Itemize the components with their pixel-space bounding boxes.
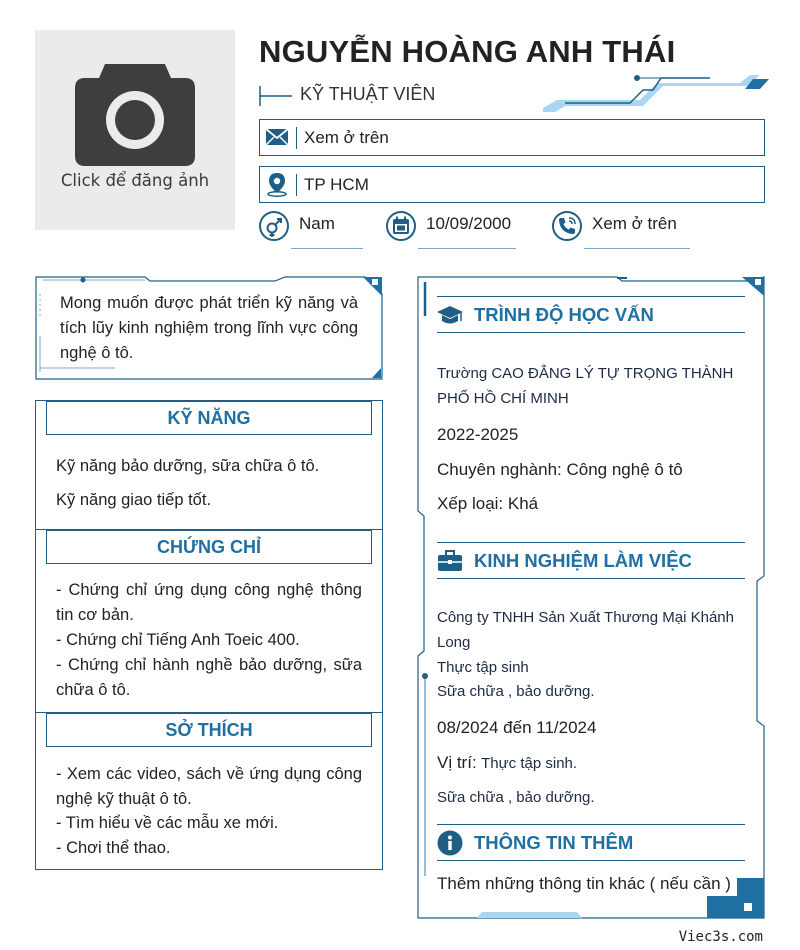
phone-value: Xem ở trên	[592, 214, 677, 233]
hobby-item: - Chơi thể thao.	[56, 839, 171, 857]
hobby-item: - Tìm hiểu về các mẫu xe mới.	[56, 814, 279, 832]
job-title: KỸ THUẬT VIÊN	[300, 84, 436, 104]
experience-role: Thực tập sinh	[437, 659, 529, 676]
position-label: Vị trí:	[437, 753, 477, 772]
extra-text: Thêm những thông tin khác ( nếu cần )	[437, 874, 731, 893]
email-separator	[296, 127, 297, 149]
phone-icon	[552, 211, 582, 241]
education-years: 2022-2025	[437, 425, 519, 444]
skills-heading: KỸ NĂNG	[46, 401, 372, 435]
gender-underline	[291, 248, 363, 249]
objective-box	[35, 276, 383, 380]
photo-caption: Click để đăng ảnh	[60, 171, 210, 190]
education-heading	[437, 296, 745, 333]
email-field[interactable]	[259, 119, 765, 156]
title-marker-icon	[259, 86, 293, 106]
header-decoration	[535, 70, 770, 115]
envelope-icon	[264, 124, 290, 150]
extra-title: THÔNG TIN THÊM	[474, 832, 634, 853]
experience-heading	[437, 542, 745, 579]
hobbies-heading: SỞ THÍCH	[46, 713, 372, 747]
certificate-item: - Chứng chỉ ứng dụng công nghệ thông tin cơ bản.	[56, 581, 362, 624]
left-column	[35, 400, 383, 870]
skill-item: Kỹ năng bảo dưỡng, sữa chữa ô tô.	[56, 457, 320, 475]
education-title: TRÌNH ĐỘ HỌC VẤN	[474, 304, 654, 325]
camera-icon	[75, 60, 195, 166]
address-field[interactable]	[259, 166, 765, 203]
calendar-icon	[386, 211, 416, 241]
location-pin-icon	[264, 171, 290, 197]
gender-icon	[259, 211, 289, 241]
experience-title: KINH NGHIỆM LÀM VIỆC	[474, 550, 692, 571]
photo-upload[interactable]	[35, 30, 235, 230]
phone-info	[552, 210, 692, 250]
birthday-value: 10/09/2000	[426, 214, 512, 233]
certificate-item: - Chứng chỉ hành nghề bảo dưỡng, sữa chữa ô tô.	[56, 656, 362, 699]
email-value: Xem ở trên	[304, 128, 389, 147]
experience-position	[437, 750, 749, 776]
watermark: Viec3s.com	[678, 929, 763, 945]
education-grade: Xếp loại: Khá	[437, 494, 539, 513]
extra-heading	[437, 824, 745, 861]
certificates-heading: CHỨNG CHỈ	[46, 530, 372, 564]
graduation-cap-icon	[437, 302, 463, 328]
right-column	[417, 276, 765, 919]
position-value: Thực tập sinh.	[481, 755, 578, 772]
experience-duty-repeat: Sữa chữa , bảo dưỡng.	[437, 789, 595, 806]
education-major: Chuyên nghành: Công nghệ ô tô	[437, 460, 683, 479]
skill-item: Kỹ năng giao tiếp tốt.	[56, 491, 212, 509]
address-value: TP HCM	[304, 175, 369, 194]
briefcase-icon	[437, 548, 463, 574]
birthday-underline	[418, 248, 516, 249]
full-name: NGUYỄN HOÀNG ANH THÁI	[259, 34, 676, 69]
experience-company: Công ty TNHH Sản Xuất Thương Mại Khánh Long	[437, 609, 734, 651]
experience-duty: Sữa chữa , bảo dưỡng.	[437, 683, 595, 700]
birthday-info	[386, 210, 516, 250]
gender-value: Nam	[299, 214, 335, 233]
certificate-item: - Chứng chỉ Tiếng Anh Toeic 400.	[56, 631, 300, 649]
experience-period: 08/2024 đến 11/2024	[437, 718, 597, 737]
info-icon	[437, 830, 463, 856]
address-separator	[296, 174, 297, 196]
objective-text: Mong muốn được phát triển kỹ năng và tích lũy kinh nghiệm trong lĩnh vực công nghệ ô tô.	[60, 294, 358, 362]
education-school: Trường CAO ĐẲNG LÝ TỰ TRỌNG THÀNH PHỐ HỒ CHÍ MINH	[437, 365, 734, 407]
gender-info	[259, 210, 364, 250]
hobby-item: - Xem các video, sách về ứng dụng công nghệ kỹ thuật ô tô.	[56, 765, 362, 808]
phone-underline	[584, 248, 690, 249]
